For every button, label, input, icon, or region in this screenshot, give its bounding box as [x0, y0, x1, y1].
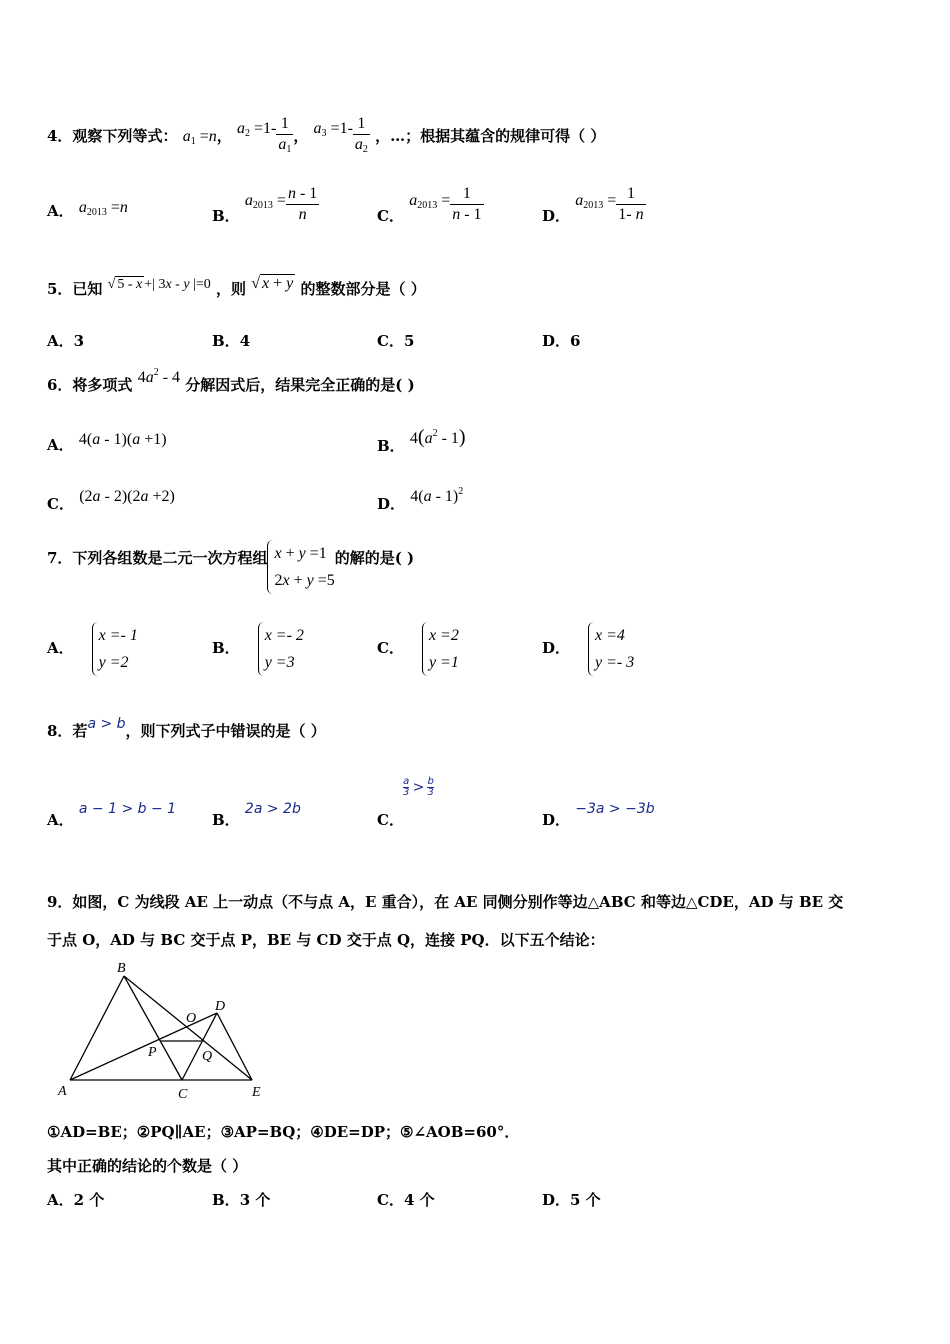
q9-option-d[interactable]: D．5 个 — [542, 1191, 601, 1209]
q8-option-b[interactable]: B． 2a > 2b — [212, 801, 301, 829]
q9-figure — [52, 958, 282, 1103]
fig-label-p: P — [148, 1045, 157, 1060]
q6-polynomial: $4a^2 - 4$ — [137, 367, 181, 386]
fig-label-e: E — [252, 1085, 261, 1100]
fig-label-b: B — [117, 961, 126, 976]
q5-condition: √ 5 - x +| 3x - y |=0 — [107, 277, 211, 292]
q6-stem: 6．将多项式 $4a^2 - 4$ 分解因式后，结果完全正确的是( ) — [47, 367, 415, 394]
fig-label-o: O — [186, 1011, 197, 1026]
q7-option-b[interactable]: B．x =- 2 y =3 — [212, 622, 304, 676]
q5-option-d[interactable]: D．6 — [542, 332, 581, 350]
q6-option-b[interactable]: B． $4(a^2 - 1)$ — [377, 426, 466, 455]
q8-condition: a > b — [87, 716, 126, 732]
fig-label-c: C — [178, 1087, 188, 1102]
q7-option-a[interactable]: A．x =- 1 y =2 — [47, 622, 138, 676]
q7-system: x + y =1 2x + y =5 — [267, 540, 334, 594]
q8-option-a[interactable]: A． a − 1 > b − 1 — [47, 801, 177, 829]
q4-frac3: $\frac{1}{a_2}$ — [354, 115, 368, 155]
q8-stem: 8．若a > b，则下列式子中错误的是（ ） — [47, 716, 326, 740]
q7-option-c[interactable]: C．x =2 y =1 — [377, 622, 459, 676]
q4-eq3: $a_3 =1-$ — [313, 120, 353, 139]
q9-stem-line2: 于点 O，AD 与 BC 交于点 P，BE 与 CD 交于点 Q，连接 PQ．以下五个结论： — [47, 931, 605, 949]
q4-option-b[interactable]: B． $a_{2013}$ = $\frac{n - 1}{n}$ — [212, 185, 318, 225]
q4-eq1: $a_1 =n$ — [182, 128, 217, 147]
q9-option-a[interactable]: A．2 个 — [47, 1191, 105, 1209]
q5-option-b[interactable]: B．4 — [212, 332, 251, 350]
q6-option-c[interactable]: C． (2a - 2)(2a +2) — [47, 488, 175, 513]
q8-option-c-expr: $\frac{a}{3}$ > $\frac{b}{3}$ — [403, 776, 434, 798]
q5-option-a[interactable]: A．3 — [47, 332, 85, 350]
q9-question: 其中正确的结论的个数是（ ） — [47, 1157, 248, 1175]
q4-option-c[interactable]: C． $a_{2013}$ = $\frac{1}{n - 1}$ — [377, 185, 482, 225]
q9-stem-line1: 9．如图，C 为线段 AE 上一动点（不与点 A，E 重合），在 AE 同侧分别作等边△ABC 和等边△CDE，AD 与 BE 交 — [47, 893, 844, 911]
q6-option-d[interactable]: D． 4(a - 1)$^2$ — [377, 486, 464, 513]
q4-option-a[interactable]: A． $a_{2013} =n$ — [47, 199, 128, 220]
q4-eq2: $a_2 =1-$ — [236, 120, 277, 139]
q4-stem: 4．观察下列等式： $a_1 =n$， $a_2 =1-$ $\frac{1}{a_1}$ ， $a_3 =1-$ $\frac{1}{a_2}$ ，…；根据其蕴含的规律可得（ ） — [47, 106, 605, 172]
q8-option-d[interactable]: D． −3a > −3b — [542, 801, 655, 829]
q9-option-b[interactable]: B．3 个 — [212, 1191, 271, 1209]
q5-option-c[interactable]: C．5 — [377, 332, 415, 350]
fig-label-d: D — [215, 999, 226, 1014]
q9-conclusions: ①AD=BE；②PQ∥AE；③AP=BQ；④DE=DP；⑤∠AOB=60°． — [47, 1123, 520, 1141]
q7-option-d[interactable]: D．x =4 y =- 3 — [542, 622, 634, 676]
q4-frac2: $\frac{1}{a_1}$ — [278, 115, 292, 155]
q4-option-d[interactable]: D． $a_{2013}$ = $\frac{1}{1- n}$ — [542, 185, 644, 225]
q8-option-c[interactable]: C． $\frac{a}{3}$ > $\frac{b}{3}$ — [377, 776, 434, 829]
fig-label-a: A — [58, 1084, 67, 1099]
q7-stem: 7．下列各组数是二元一次方程组 x + y =1 2x + y =5的解的是( ) — [47, 540, 414, 594]
fig-label-q: Q — [202, 1049, 213, 1064]
q6-option-a[interactable]: A． 4(a - 1)(a +1) — [47, 431, 167, 454]
q5-stem: 5．已知 √ 5 - x +| 3x - y |=0 ，则 √ x + y 的整数部分是（ ） — [47, 275, 426, 298]
q5-sqrt-xy: √ x + y — [251, 275, 294, 292]
q9-option-c[interactable]: C．4 个 — [377, 1191, 435, 1209]
